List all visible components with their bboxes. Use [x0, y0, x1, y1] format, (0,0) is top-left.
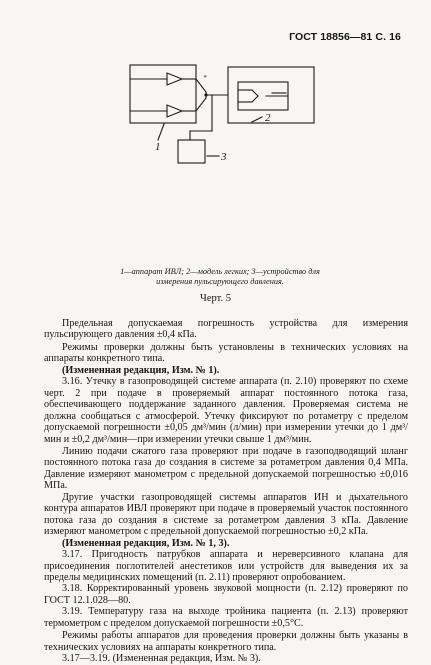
paragraph: Линию подачи сжатого газа проверяют при подаче в газоподводящий шланг постоянного потока газа до создания в системе за ротаметром давления 0,4 МПа. Давление измеряют манометром с предельной допускаемой погрешностью ±0,016 МПа.: [44, 445, 408, 492]
paragraph: 3.18. Корректированный уровень звуковой мощности (п. 2.12) проверяют по ГОСТ 12.1.028—80.: [44, 583, 408, 606]
lung-model-box: [228, 67, 314, 123]
figure-caption: 1—аппарат ИВЛ; 2—модель легких; 3—устройство для измерения пульсирующего давления.: [120, 267, 320, 286]
amendment-note: (Измененная редакция, Изм. № 1, 3).: [62, 537, 230, 549]
amendment-note: 3.17—3.19. (Измененная редакция, Изм. № 3).: [62, 653, 261, 665]
valve-upper: [167, 73, 182, 85]
page-header: ГОСТ 18856—81 С. 16: [289, 31, 401, 43]
label-2: 2: [265, 112, 271, 124]
paragraph: Другие участки газопроводящей системы аппаратов ИН и дыхательного контура аппаратов ИВЛ проверяют при подаче в проверяемый участок постоянного потока газа до создания в системе за ротаметром давления 3 кПа. Давление измеряют манометром с предельной допускаемой погрешностью ±0,2 кПа.: [44, 491, 408, 538]
label-1: 1: [155, 141, 161, 153]
valve-lower: [167, 105, 182, 117]
paragraph: Режимы проверки должны быть установлены в технических условиях на аппараты конкретного типа.: [44, 341, 408, 365]
paragraph: 3.16. Утечку в газопроводящей системе аппарата (п. 2.10) проверяют по схеме черт. 2 при подаче в проверяемый аппарат постоянного потока газа, обеспечивающего поддержание заданного давления. Проверяемая система не должна сообщаться с атмосферой. Утечку фиксируют по ротаметру с пределом допускаемой погрешности ±0,05 дм³/мин (л/мин) при измерении утечки до 1 дм³/мин и ±0,2 дм³/мин—при измерении утечки свыше 1 дм³/мин.: [44, 376, 408, 445]
device-1-box: [130, 65, 196, 123]
paragraph: 3.19. Температуру газа на выходе тройника пациента (п. 2.13) проверяют термометром с пределом допускаемой погрешности ±0,5°С.: [44, 606, 408, 629]
paragraph: Режимы работы аппаратов для проведения проверки должны быть указаны в технических условиях на аппараты конкретного типа.: [44, 630, 408, 653]
label-3: 3: [221, 151, 227, 163]
amendment-note: (Измененная редакция, Изм. № 1).: [62, 364, 220, 376]
body-text: [44, 318, 408, 665]
figure-title: Черт. 5: [200, 293, 231, 304]
paragraph: 3.17. Пригодность патрубков аппарата и нереверсивного клапана для присоединения поглотителей анестетиков или устройств для выведения их за пределы медицинских помещений (п. 2.11) проверяют опробованием.: [44, 549, 408, 583]
paragraph: Предельная допускаемая погрешность устройства для измерения пульсирующего давления ±0,4 кПа.: [44, 318, 408, 341]
measuring-device-box: [178, 140, 205, 163]
label-star: *: [203, 74, 207, 82]
